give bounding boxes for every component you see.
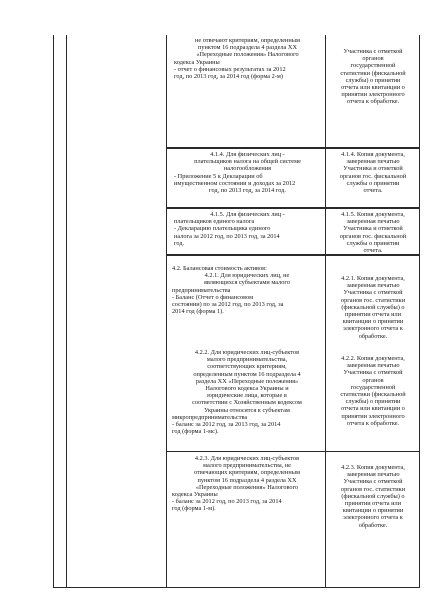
documents-text-4-1-5: 4.1.5. Копия документа, заверенная печатью Участника и отметкой органов гос. фискальной службы о принятии отчета. <box>339 211 407 255</box>
row-divider-3b <box>166 255 420 256</box>
column-divider-1 <box>66 35 67 588</box>
documents-text-4-2-1: 4.2.1. Копия документа, заверенная печатью Участника с отметкой органов гос. статистики (фискальной службы) о принятии отчета или квитанции о принятии электронного отчета к обработке. <box>340 275 406 340</box>
documents-text-4-1-4: 4.1.4. Копия документа, заверенная печатью Участника и отметкой органов гос. фискальной службы о принятии отчета. <box>339 151 407 195</box>
documents-text-4-2-2: 4.2.2. Копия документа, заверенная печатью Участника с отметкой органов государственной статистики (фискальной службы) о принятии отчета или квитанции о принятии электронного отчета к обработке. <box>340 355 406 427</box>
requirements-text-4-2: 4.2. Балансовая стоимость активов: 4.2.1. Для юридических лиц, не являющихся субъектами малого предпринимательства - Баланс (Отчет о финансовом состоянии) по за 2012 год, по 2013 год, за 2014 год (форма 1). <box>172 265 291 316</box>
requirements-text-top: не отвечают критериям, определенным пунктом 16 подраздела 4 раздела XX «Переходные положения» Налогового кодекса Украины - отчет о финансовых результатах за 2012 год, по 2013 год, за 2014 год (форма 2-м) <box>174 37 300 81</box>
row-divider-4 <box>166 451 420 452</box>
table-border-left <box>53 35 54 588</box>
row-divider-1b <box>166 148 420 149</box>
requirements-text-4-1-5: 4.1.5. Для физических лиц - плательщиков единого налога - Декларацию плательщика единого налога за 2012 год, по 2013 год, за 2014 год. <box>174 211 285 247</box>
row-divider-2b <box>166 208 420 209</box>
table-border-right <box>419 35 420 588</box>
column-divider-2 <box>166 35 167 588</box>
requirements-text-4-2-3: 4.2.3. Для юридических лиц-субъектов малого предпринимательства, не отвечающих критериям, определенным пунктом 16 подраздела 4 раздела XX «Переходные положения» Налогового кодекса Украины - баланс за 2012 год, по 2013 год, за 2014 год (форма 1-м). <box>172 455 300 513</box>
documents-text-top: Участника с отметкой органов государственной статистики (фискальной службы) о принятии отчета или квитанции о принятии электронного отчета к обработке. <box>340 48 406 106</box>
requirements-text-4-1-4: 4.1.4. Для физических лиц - плательщиков налога на общей системе налогообложения - Приложение 5 к Декларации об имущественном состоянии и доходах за 2012 год, по 2013 год, за 2014 год. <box>174 151 301 195</box>
column-divider-3 <box>325 35 326 588</box>
table-border-bottom <box>53 587 420 588</box>
requirements-text-4-2-2: 4.2.2. Для юридических лиц-субъектов малого предпринимательства, соответствующих критериям, определенным пунктом 16 подраздела 4 раздела XX «Переходные положения» Налогового кодекса Украины и юридические лица, которые в соответствии с Хозяйственным кодексом Украины относятся к субъектам микропредпринимательства - баланс за 2012 год, за 2013 год, за 2014 год (форма 1-мс). <box>172 349 302 436</box>
documents-text-4-2-3: 4.2.3. Копия документа, заверенная печатью Участника с отметкой органов гос. статистики (фискальной службы) о принятии отчета или квитанции о принятии электронного отчета к обработке. <box>340 464 406 529</box>
